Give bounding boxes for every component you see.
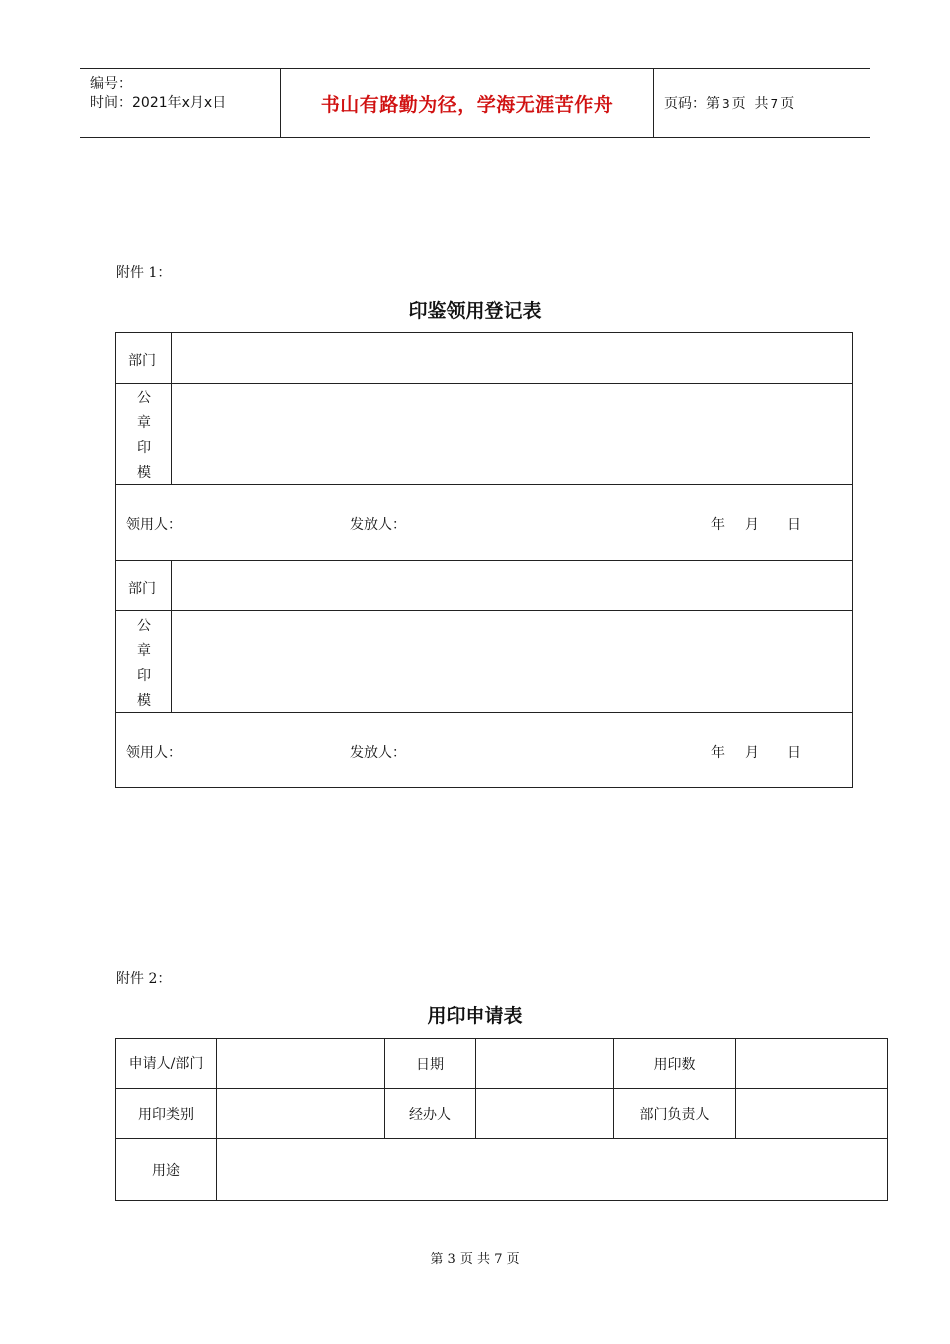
date-year-2: 年 <box>711 745 725 761</box>
seal-count-field[interactable] <box>736 1039 888 1089</box>
date-month-1: 月 <box>745 517 759 533</box>
seal-count-label: 用印数 <box>614 1039 736 1089</box>
date-field[interactable] <box>476 1039 614 1089</box>
table-row <box>116 1089 888 1139</box>
applicant-field[interactable] <box>217 1039 385 1089</box>
applicant-label: 申请人/部门 <box>116 1039 217 1089</box>
page-footer: 第 3 页 共 7 页 <box>430 1252 520 1267</box>
dept-label-2: 部门 <box>128 581 156 597</box>
page-mid: 页 共 <box>731 96 769 112</box>
receiver-label-2: 领用人： <box>126 745 182 761</box>
issuer-label-2: 发放人： <box>350 745 406 761</box>
date-month-2: 月 <box>745 745 759 761</box>
date-day-2: 日 <box>787 745 801 761</box>
header-meta <box>80 69 281 137</box>
attachment2-label: 附件 2： <box>116 971 172 987</box>
handler-field[interactable] <box>476 1089 614 1139</box>
table-row <box>116 1039 888 1089</box>
seal-impression-area-2[interactable] <box>172 612 853 712</box>
header-page-cell <box>654 69 870 137</box>
seal-char: 印 <box>137 440 151 456</box>
seal-char: 模 <box>137 693 151 709</box>
table-row <box>116 1139 888 1201</box>
seal-char: 印 <box>137 668 151 684</box>
issuer-label-1: 发放人： <box>350 517 406 533</box>
date-label: 日期 <box>385 1039 476 1089</box>
date-year-1: 年 <box>711 517 725 533</box>
seal-char: 模 <box>137 465 151 481</box>
dept-field-2[interactable] <box>172 562 853 610</box>
page-current: 3 <box>722 97 730 111</box>
seal-label-1 <box>134 386 154 486</box>
purpose-label: 用途 <box>116 1139 217 1201</box>
page-total: 7 <box>770 97 779 111</box>
document-number-label: 编号： <box>90 76 132 92</box>
header-motto-cell <box>281 69 654 137</box>
seal-type-field[interactable] <box>217 1089 385 1139</box>
header-page-number <box>664 93 794 113</box>
page-header <box>80 68 870 138</box>
document-time-label: 时间：2021年x月x日 <box>90 95 227 111</box>
header-motto: 书山有路勤为径，学海无涯苦作舟 <box>320 93 614 116</box>
dept-head-label: 部门负责人 <box>614 1089 736 1139</box>
purpose-field[interactable] <box>217 1139 888 1201</box>
dept-head-field[interactable] <box>736 1089 888 1139</box>
seal-impression-area-1[interactable] <box>172 385 853 484</box>
seal-application-table <box>115 1038 888 1201</box>
seal-char: 公 <box>137 390 151 406</box>
seal-char: 章 <box>137 643 151 659</box>
dept-field-1[interactable] <box>172 333 853 383</box>
page-suffix: 页 <box>780 96 795 112</box>
handler-label: 经办人 <box>385 1089 476 1139</box>
date-day-1: 日 <box>787 517 801 533</box>
attachment1-title: 印鉴领用登记表 <box>408 300 542 322</box>
seal-label-2 <box>134 614 154 714</box>
seal-type-label: 用印类别 <box>116 1089 217 1139</box>
page-prefix: 页码：第 <box>664 96 720 112</box>
sign-row-1 <box>115 485 853 561</box>
dept-label-1: 部门 <box>128 353 156 369</box>
seal-char: 章 <box>137 415 151 431</box>
seal-char: 公 <box>137 618 151 634</box>
attachment1-label: 附件 1： <box>116 265 172 281</box>
receiver-label-1: 领用人： <box>126 517 182 533</box>
attachment2-title: 用印申请表 <box>427 1005 523 1027</box>
